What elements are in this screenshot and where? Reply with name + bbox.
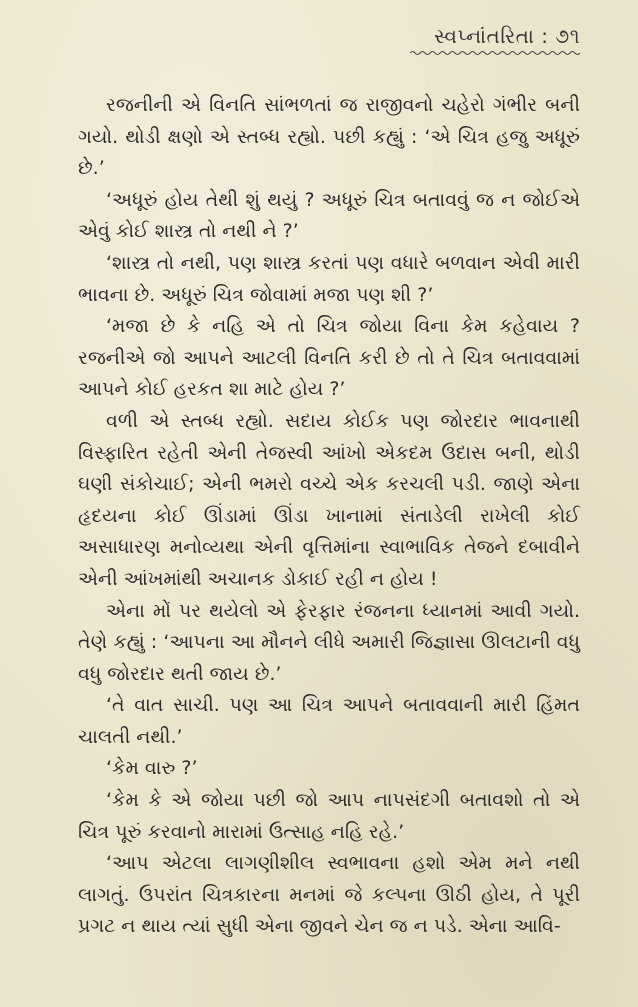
paragraph: ‘કેમ વારુ ?’ (106, 757, 198, 780)
paragraph: ‘આપ એટલા લાગણીશીલ સ્વભાવના હશો એમ મને નથી લાગતું. ઉપરાંત ચિત્રકારના મનમાં જે કલ્પના ઊઠી હોય, તે પૂરી પ્રગટ ન થાય ત્યાં સુધી એના જીવને ચેન જ ન પડે. એના આવિ- (78, 852, 580, 938)
running-title: સ્વપ્નાંતરિતા : ૭૧ (434, 24, 580, 48)
paragraph: ‘અધૂરું હોય તેથી શું થયું ? અધૂરું ચિત્ર બતાવવું જ ન જોઈએ એવું કોઈ શાસ્ત્ર તો નથી ને ?’ (78, 188, 580, 243)
paragraph: ‘તે વાત સાચી. પણ આ ચિત્ર આપને બતાવવાની મારી હિંમત ચાલતી નથી.’ (78, 694, 580, 748)
paragraph: રજનીની એ વિનતિ સાંભળતાં જ રાજીવનો ચહેરો ગંભીર બની ગયો. થોડી ક્ષણો એ સ્તબ્ધ રહ્યો. પછી કહ્યું : ‘એ ચિત્ર હજુ અધૂરું છે.’ (78, 94, 580, 180)
paragraph: એના મોં પર થયેલો એ ફેરફાર રંજનના ધ્યાનમાં આવી ગયો. તેણે કહ્યું : ‘આપના આ મૌનને લીધે અમારી જિજ્ઞાસા ઊલટાની વધુ વધુ જોરદાર થતી જાય છે.’ (78, 599, 580, 685)
paragraph: ‘કેમ કે એ જોયા પછી જો આપ નાપસંદગી બતાવશો તો એ ચિત્ર પૂરું કરવાનો મારામાં ઉત્સાહ નહિ રહે.’ (78, 789, 580, 843)
paragraph: ‘મજા છે કે નહિ એ તો ચિત્ર જોયા વિના કેમ કહેવાય ? રજનીએ જો આપને આટલી વિનતિ કરી છે તો તે ચિત્ર બતાવવામાં આપને કોઈ હરકત શા માટે હોય ?’ (78, 315, 580, 401)
body-text (78, 90, 580, 943)
header-wavy-rule (410, 50, 580, 56)
paragraph: વળી એ સ્તબ્ધ રહ્યો. સદાય કોઈક પણ જોરદાર ભાવનાથી વિસ્ફારિત રહેતી એની તેજસ્વી આંખો એકદમ ઉદાસ બની, થોડી ઘણી સંકોચાઈ; એની ભમરો વચ્ચે એક કરચલી પડી. જાણે એના હૃદયના કોઈ ઊંડામાં ઊંડા ખાનામાં સંતાડેલી રાખેલી કોઈ અસાધારણ મનોવ્યથા એની વૃત્તિમાંના સ્વાભાવિક તેજને દબાવીને એની આંખમાંથી અચાનક ડોકાઈ રહી ન હોય ! (78, 409, 580, 590)
running-header (410, 24, 580, 56)
paragraph: ‘શાસ્ત્ર તો નથી, પણ શાસ્ત્ર કરતાં પણ વધારે બળવાન એવી મારી ભાવના છે. અધૂરું ચિત્ર જોવામાં મજા પણ શી ?’ (78, 251, 580, 306)
